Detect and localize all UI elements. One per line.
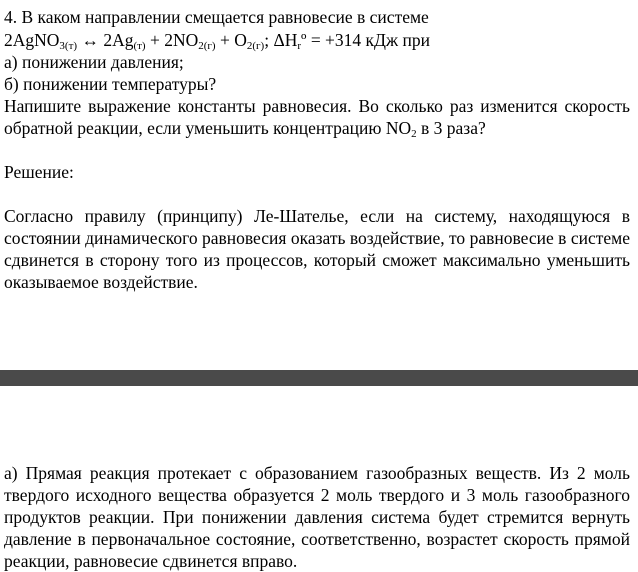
equation-subscript: (т) xyxy=(133,40,146,52)
task-title: 4. В каком направлении смещается равновесие в системе xyxy=(4,7,429,27)
equation-part: ↔ 2Ag xyxy=(77,30,134,50)
question-subscript: 2 xyxy=(411,128,417,140)
equation-subscript: 2(г) xyxy=(246,40,265,52)
equation-part: 2AgNO xyxy=(4,30,60,50)
question-text: Напишите выражение константы равновесия. Во сколько раз изменится скорость обратной реакции, если уменьшить концентрацию NO xyxy=(4,96,630,138)
equation-part: º = +314 кДж при xyxy=(301,30,430,50)
equation-part: + 2NO xyxy=(145,30,199,50)
equation-subscript: 2(г) xyxy=(198,40,216,52)
task-question xyxy=(4,95,630,139)
section-separator xyxy=(0,370,638,386)
task-item-b: б) понижении температуры? xyxy=(4,74,217,94)
equation-subscript: 3(т) xyxy=(59,40,78,52)
le-chatelier-principle: Согласно правилу (принципу) Ле-Шателье, если на систему, находящуюся в состоянии динамического равновесия оказать воздействие, то равновесие в системе сдвинется в сторону того из процессов, который сможет максимально уменьшить оказываемое воздействие. xyxy=(4,206,630,292)
equation-part: ; ΔH xyxy=(264,30,298,50)
reaction-equation xyxy=(4,29,630,51)
task-item-a: а) понижении давления; xyxy=(4,52,184,72)
question-text-end: в 3 раза? xyxy=(416,118,486,138)
equation-part: + O xyxy=(215,30,247,50)
solution-heading: Решение: xyxy=(4,162,74,182)
equation-subscript: r xyxy=(297,40,302,52)
answer-a-paragraph: а) Прямая реакция протекает с образованием газообразных веществ. Из 2 моль твердого исходного вещества образуется 2 моль твердого и 3 моль газообразного продуктов реакции. При понижении давления система будет стремится вернуть давление в первоначальное состояние, соответственно, возрастет скорость прямой реакции, равновесие сдвинется вправо. xyxy=(4,463,630,571)
